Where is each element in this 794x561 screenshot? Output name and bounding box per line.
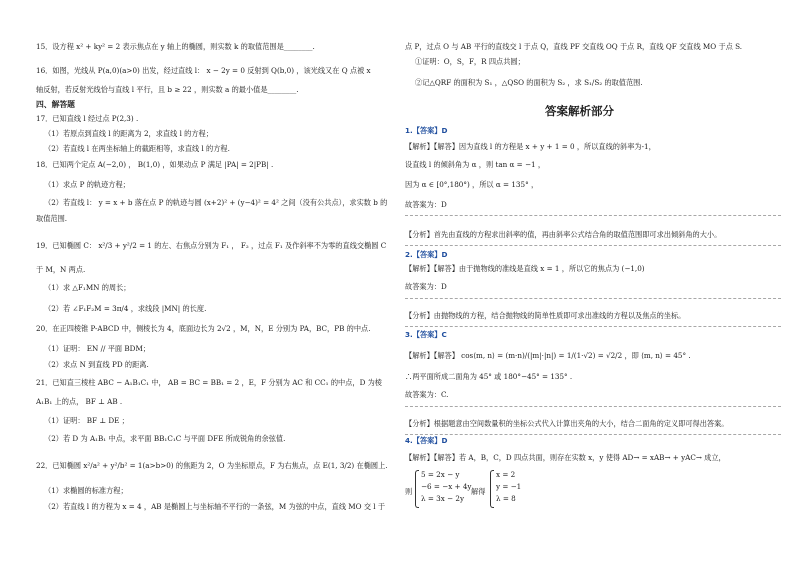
answer-3-explain-2: ∴两平面所成二面角为 45° 或 180°−45° = 135° . bbox=[405, 372, 573, 381]
divider bbox=[405, 406, 781, 407]
answer-2-explain-1: 【解析】【解答】由于抛物线的准线是直线 x = 1 ，所以它的焦点为 (−1,0) bbox=[405, 264, 645, 273]
question-15: 15．设方程 x² + ky² = 2 表示焦点在 y 轴上的椭圆，则实数 k 的取值范围是________. bbox=[36, 42, 315, 51]
divider bbox=[405, 215, 781, 216]
answer-1-explain-4: 故答案为：D bbox=[405, 200, 447, 209]
system2-eq1: x = 2 bbox=[496, 470, 516, 479]
answer-2-analysis: 【分析】由抛物线的方程，结合抛物线的简单性质即可求出准线的方程以及焦点的坐标。 bbox=[405, 311, 686, 320]
equation-brace bbox=[490, 470, 494, 508]
answer-2-explain-2: 故答案为：D bbox=[405, 282, 447, 291]
answer-3-heading: 3.【答案】C bbox=[405, 330, 447, 339]
question-18: 18．已知两个定点 A(−2,0) ， B(1,0) ，如果动点 P 满足 |PA| = 2|PB| . bbox=[36, 160, 274, 169]
question-18-part2-line1: （2）若直线 l： y = x + b 落在点 P 的轨迹与圆 (x+2)² + (y−4)² = 4² 之间（没有公共点），求实数 b 的 bbox=[44, 198, 388, 207]
divider bbox=[405, 434, 781, 435]
answer-1-explain-3: 因为 α ∈ [0°,180°) ，所以 α = 135° ， bbox=[405, 180, 539, 189]
answer-4-solve-label: 解得 bbox=[471, 487, 486, 496]
system2-eq2: y = −1 bbox=[496, 482, 522, 491]
question-22-sub2: ②记△QRF 的面积为 S₁ ，△QSO 的面积为 S₂ ，求 S₁/S₂ 的取值范围. bbox=[415, 78, 643, 87]
answer-2-heading: 2.【答案】D bbox=[405, 250, 448, 259]
answer-section-title: 答案解析部分 bbox=[545, 104, 614, 118]
question-19-part2: （2）若 ∠F₁F₂M = 3π/4 ，求线段 |MN| 的长度. bbox=[44, 304, 207, 313]
question-21-part2: （2）若 D 为 A₁B₁ 中点，求平面 BB₁C₁C 与平面 DFE 所成锐角的余弦值. bbox=[44, 434, 286, 443]
question-21-line1: 21．已知直三棱柱 ABC − A₁B₁C₁ 中， AB = BC = BB₁ = 2 ，E，F 分别为 AC 和 CC₁ 的中点，D 为棱 bbox=[36, 378, 382, 387]
system2-eq3: λ = 8 bbox=[496, 494, 516, 503]
divider bbox=[405, 326, 781, 327]
section-heading: 四、解答题 bbox=[36, 100, 75, 109]
divider bbox=[405, 298, 781, 299]
question-21-part1: （1）证明： BF ⊥ DE ； bbox=[44, 416, 129, 425]
answer-1-heading: 1.【答案】D bbox=[405, 126, 448, 135]
answer-1-explain-2: 设直线 l 的倾斜角为 α ，则 tan α = −1 ， bbox=[405, 160, 546, 169]
answer-1-analysis: 【分析】首先由直线的方程求出斜率的值，再由斜率公式结合角的取值范围即可求出倾斜角的大小。 bbox=[405, 230, 722, 239]
question-20-part2: （2）求点 N 到直线 PD 的距离. bbox=[44, 360, 149, 369]
answer-3-explain-1: 【解析】【解答】 cos⟨m, n⟩ = (m·n)/(|m|·|n|) = 1/(1·√2) = √2/2 ，即 ⟨m, n⟩ = 45° . bbox=[405, 351, 691, 360]
system1-eq2: −6 = −x + 4y bbox=[421, 482, 472, 491]
question-20: 20．在正四棱锥 P-ABCD 中，侧棱长为 4，底面边长为 2√2 ，M，N，E 分别为 PA，BC，PB 的中点. bbox=[36, 324, 371, 333]
question-17-part1: （1）若原点到直线 l 的距离为 2，求直线 l 的方程； bbox=[44, 129, 213, 138]
question-17-part2: （2）若直线 l 在两坐标轴上的截距相等，求直线 l 的方程. bbox=[44, 144, 230, 153]
question-18-part2-line2: 取值范围. bbox=[36, 214, 68, 223]
question-22-line1: 22．已知椭圆 x²/a² + y²/b² = 1(a>b>0) 的焦距为 2，O 为坐标原点，F 为右焦点，点 E(1, 3/2) 在椭圆上. bbox=[36, 461, 388, 470]
question-22-part2: （2）若直线 l 的方程为 x = 4 ，AB 是椭圆上与坐标轴不平行的一条弦，M 为弦的中点，直线 MO 交 l 于 bbox=[44, 502, 386, 511]
question-18-part1: （1）求点 P 的轨迹方程； bbox=[44, 180, 130, 189]
answer-3-analysis: 【分析】根据题意由空间数量积的坐标公式代入计算出夹角的大小，结合二面角的定义即可得出答案。 bbox=[405, 419, 729, 428]
question-21-line2: A₁B₁ 上的点， BF ⊥ AB . bbox=[36, 397, 123, 406]
question-17: 17．已知直线 l 经过点 P(2,3) . bbox=[36, 114, 139, 123]
question-16-line2: 轴反射，若反射光线恰与直线 l 平行，且 b ≥ 22 ，则实数 a 的最小值是________. bbox=[36, 85, 299, 94]
question-22-part1: （1）求椭圆的标准方程； bbox=[44, 486, 128, 495]
system1-eq3: λ = 3x − 2y bbox=[421, 494, 464, 503]
answer-1-explain-1: 【解析】【解答】因为直线 l 的方程是 x + y + 1 = 0 ，所以直线的斜率为-1， bbox=[405, 142, 656, 151]
answer-4-heading: 4.【答案】D bbox=[405, 436, 448, 445]
equation-brace bbox=[415, 470, 419, 508]
divider bbox=[405, 245, 781, 246]
question-22-sub1: ①证明：O，S，F，R 四点共圆； bbox=[415, 57, 525, 66]
question-22-continued: 点 P，过点 O 与 AB 平行的直线交 l 于点 Q，直线 PF 交直线 OQ 于点 R，直线 QF 交直线 MO 于点 S. bbox=[405, 42, 743, 51]
system1-eq1: 5 = 2x − y bbox=[421, 470, 460, 479]
right-column bbox=[397, 0, 794, 561]
question-19-line2: 于 M，N 两点. bbox=[36, 265, 86, 274]
answer-4-then-label: 则 bbox=[405, 487, 413, 496]
question-16-line1: 16．如图，光线从 P(a,0)(a>0) 出发，经过直线 l： x − 2y = 0 反射到 Q(b,0) ，该光线又在 Q 点被 x bbox=[36, 66, 371, 75]
answer-4-explain-1: 【解析】【解答】若 A，B，C，D 四点共面，则存在实数 x，y 使得 AD→ = xAB→ + yAC→ 成立， bbox=[405, 453, 726, 462]
question-19-part1: （1）求 △F₁MN 的周长； bbox=[44, 283, 131, 292]
answer-3-explain-3: 故答案为：C. bbox=[405, 390, 449, 399]
question-20-part1: （1）证明： EN // 平面 BDM； bbox=[44, 344, 150, 353]
question-19-line1: 19．已知椭圆 C： x²/3 + y²/2 = 1 的左、右焦点分别为 F₁ ， F₂ ，过点 F₁ 及作斜率不为零的直线交椭圆 C bbox=[36, 241, 387, 250]
